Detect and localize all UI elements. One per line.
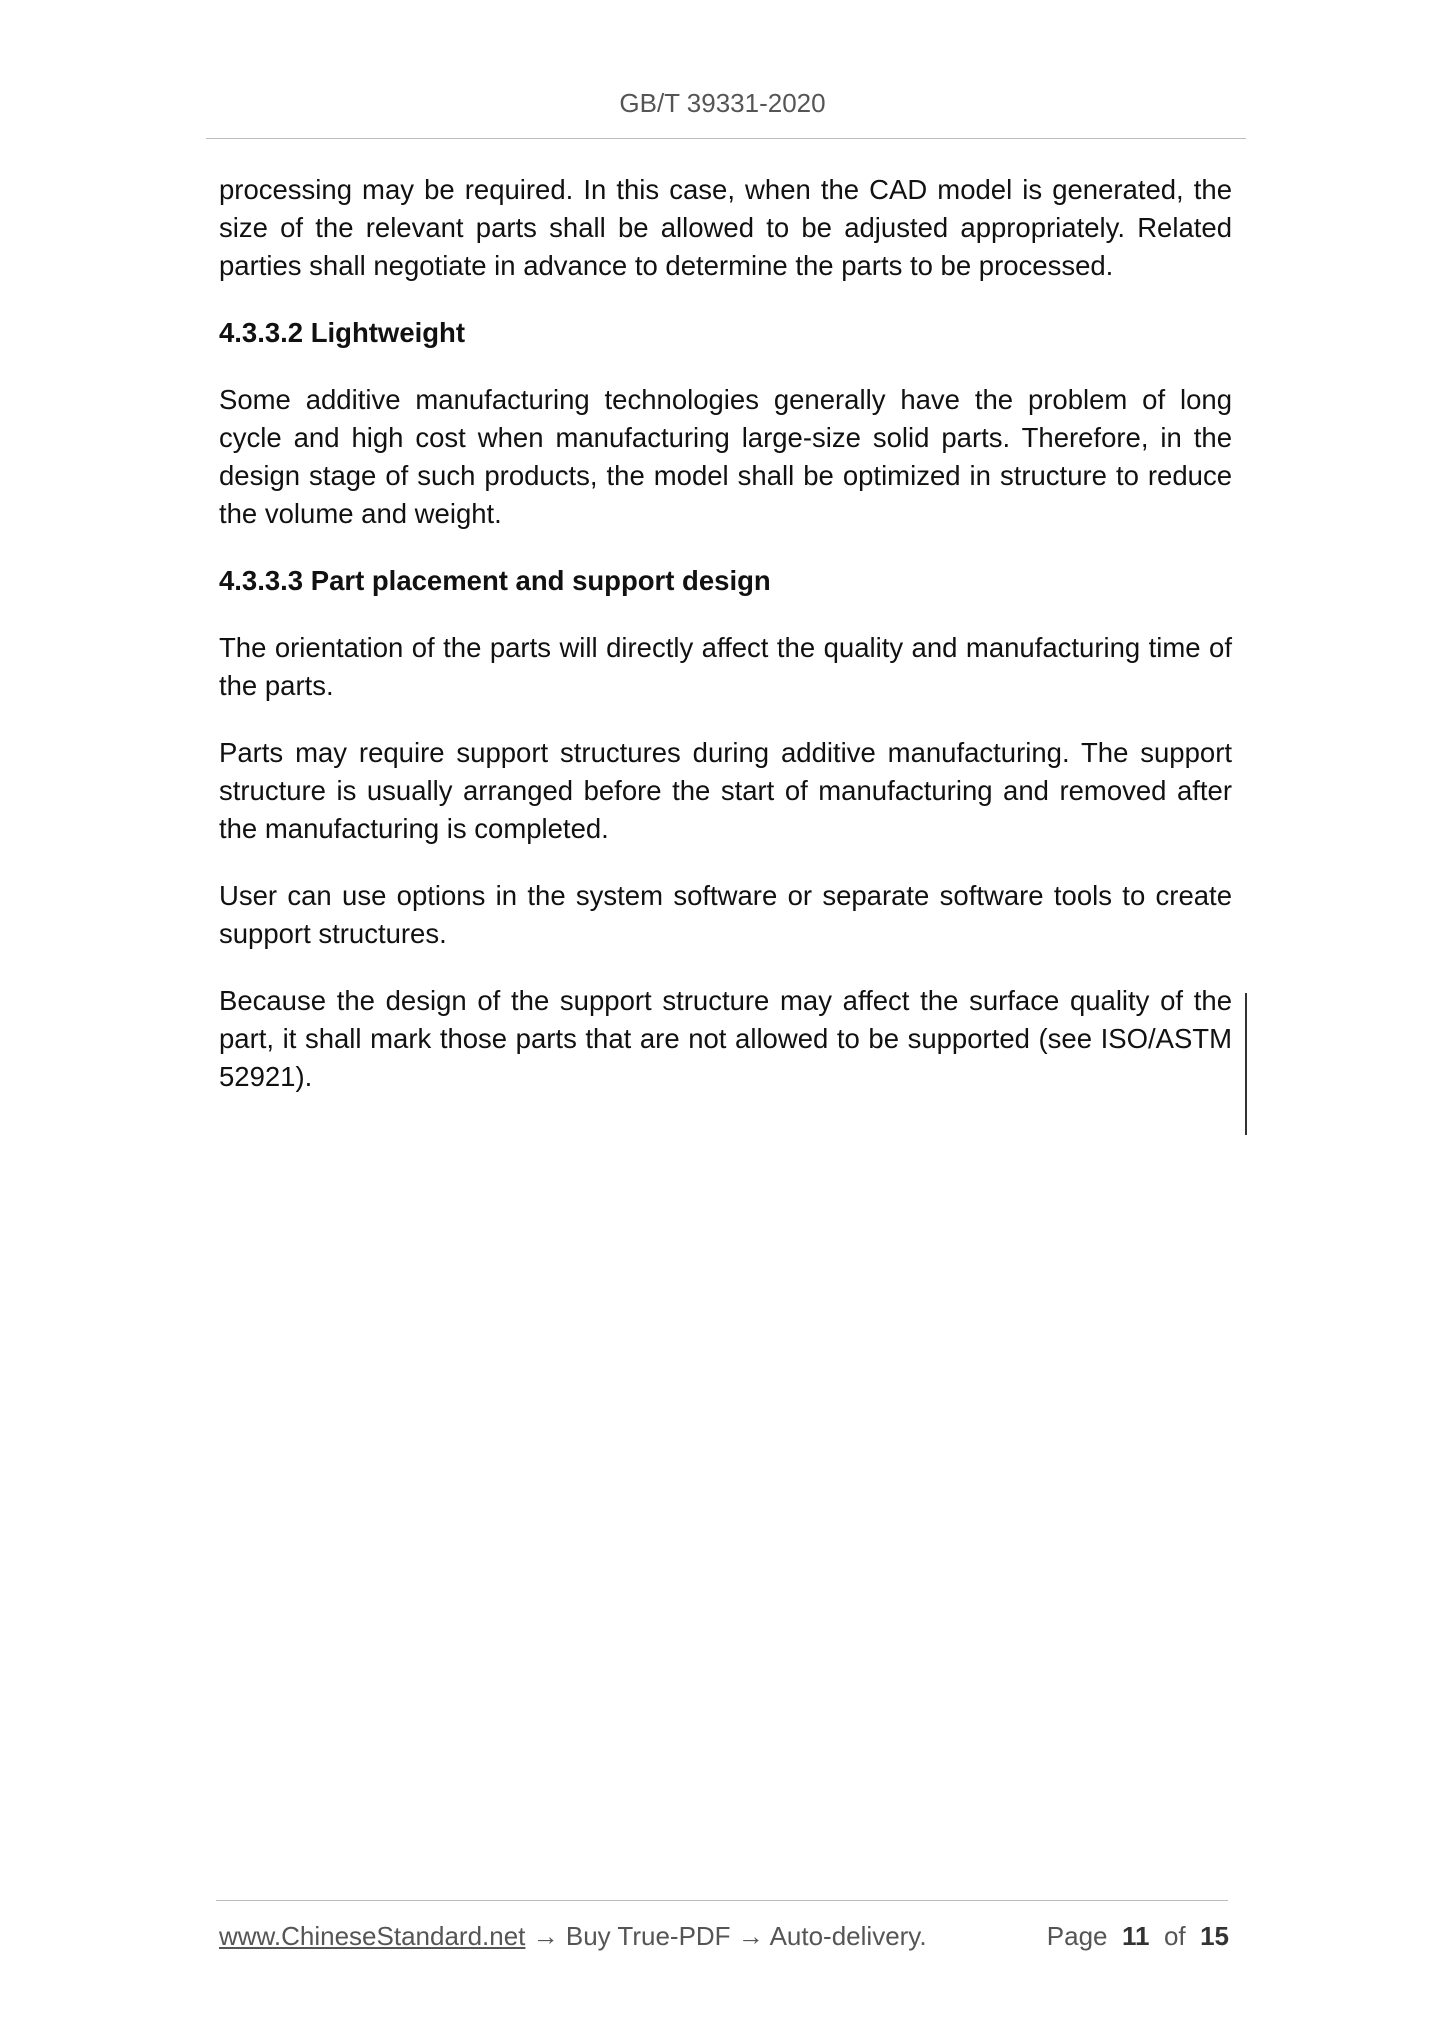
document-body <box>219 171 1232 1125</box>
page-header: GB/T 39331-2020 <box>619 88 826 118</box>
section-heading-4-3-3-2: 4.3.3.2 Lightweight <box>219 317 466 348</box>
page-current: 11 <box>1121 1921 1150 1951</box>
paragraph: The orientation of the parts will directly affect the quality and manufacturing time of the parts. <box>219 632 1232 701</box>
website-link[interactable]: www.ChineseStandard.net <box>219 1921 526 1951</box>
paragraph: processing may be required. In this case, when the CAD model is generated, the size of the relevant parts shall be allowed to be adjusted appropriately. Related parties shall negotiate in advance to determine the parts to be processed. <box>219 174 1232 281</box>
page-footer <box>219 1918 1229 1954</box>
paragraph: Parts may require support structures during additive manufacturing. The support structure is usually arranged before the start of manufacturing and removed after the manufacturing is completed. <box>219 737 1232 844</box>
footer-divider <box>216 1900 1228 1901</box>
page-total: 15 <box>1200 1921 1229 1951</box>
paragraph: Because the design of the support structure may affect the surface quality of the part, it shall mark those parts that are not allowed to be supported (see ISO/ASTM 52921). <box>219 985 1232 1092</box>
page-label: Page <box>1046 1921 1108 1951</box>
section-heading-4-3-3-3: 4.3.3.3 Part placement and support design <box>219 565 771 596</box>
footer-promo <box>219 1918 927 1954</box>
paragraph: User can use options in the system software or separate software tools to create support structures. <box>219 880 1232 949</box>
paragraph: Some additive manufacturing technologies generally have the problem of long cycle and high cost when manufacturing large-size solid parts. Therefore, in the design stage of such products, the model shall be optimized in structure to reduce the volume and weight. <box>219 384 1232 529</box>
of-label: of <box>1163 1921 1186 1951</box>
page-number <box>1047 1918 1229 1954</box>
footer-tagline: → Buy True-PDF → Auto-delivery. <box>525 1921 927 1951</box>
revision-change-bar <box>1245 993 1247 1135</box>
header-divider <box>206 138 1246 139</box>
